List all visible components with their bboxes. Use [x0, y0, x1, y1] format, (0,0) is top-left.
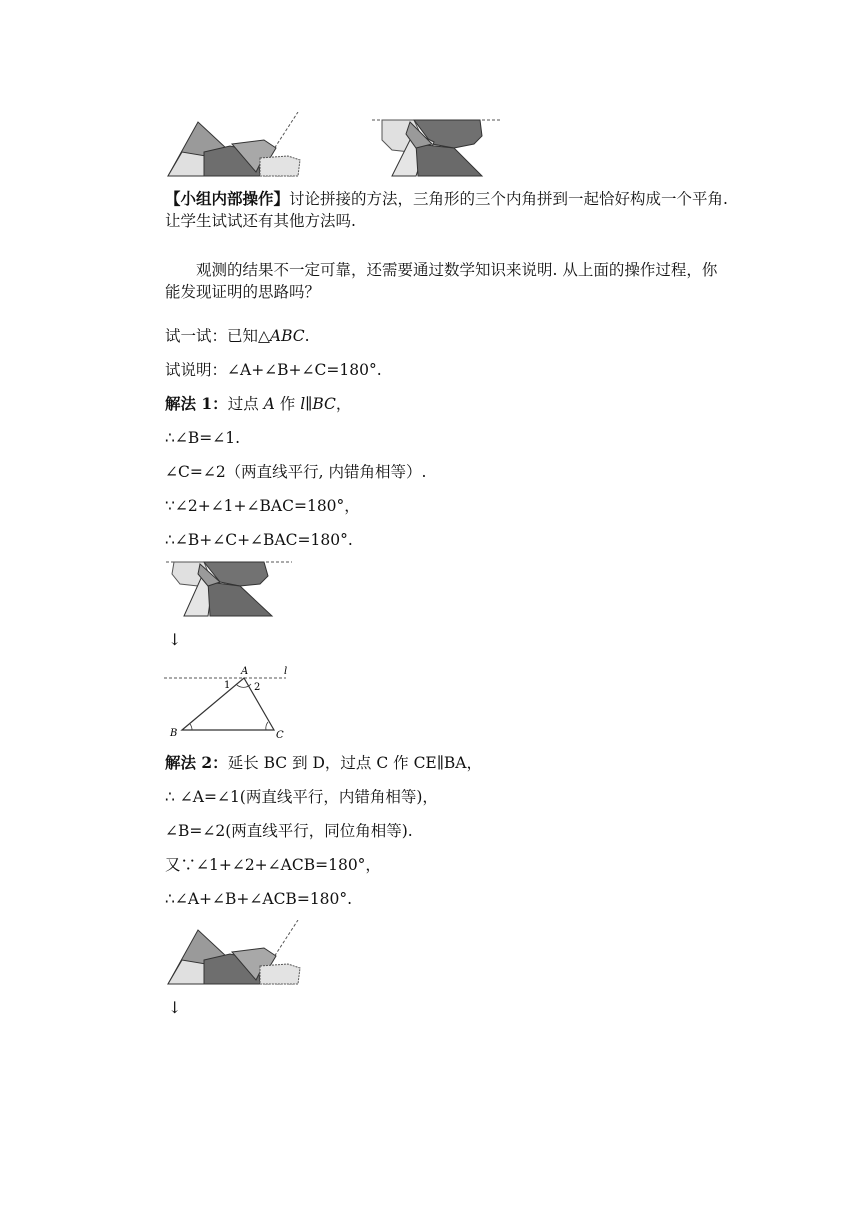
- method2-line3: ∠B=∠2(两直线平行，同位角相等).: [165, 822, 413, 840]
- explain-expression: ∠A+∠B+∠C=180°.: [227, 361, 382, 379]
- down-arrow-2: ↓: [168, 998, 182, 1017]
- vertex-label-a: A: [241, 666, 249, 677]
- method1-text-a: 过点: [227, 395, 264, 413]
- paragraph-group-operation: [165, 188, 730, 232]
- method1-text-b: 作: [274, 395, 301, 413]
- down-arrow-1: ↓: [168, 630, 182, 649]
- method1-line2: ∴∠B=∠1.: [165, 429, 241, 447]
- paragraph-observation: [165, 259, 730, 303]
- method2-line2: ∴ ∠A=∠1(两直线平行，内错角相等)，: [165, 788, 438, 806]
- method1-parallel: ∥: [305, 395, 313, 413]
- method1-title: 解法 1：: [165, 394, 228, 413]
- observation-text: 观测的结果不一定可靠，还需要通过数学知识来说明. 从上面的操作过程，你能发现证明的思路吗？: [165, 261, 718, 301]
- method1-line1: [165, 393, 351, 415]
- vertex-label-b: B: [170, 728, 178, 739]
- method1-line-l: l: [300, 395, 306, 413]
- method1-line4: ∵∠2+∠1+∠BAC=180°，: [165, 497, 360, 515]
- method2-line4: 又∵∠1+∠2+∠ACB=180°，: [165, 856, 381, 874]
- explain-line: [165, 359, 382, 381]
- puzzle-figure-method2: [160, 920, 310, 990]
- group-operation-text: 讨论拼接的方法，三角形的三个内角拼到一起恰好构成一个平角. 让学生试试还有其他方法吗.: [165, 190, 728, 230]
- try-it-label: 试一试：已知△: [165, 327, 270, 345]
- method2-title: 解法 2：: [165, 753, 228, 772]
- angle-label-1: 1: [224, 680, 231, 691]
- method2-text: 延长 BC 到 D，过点 C 作 CE∥BA，: [227, 754, 482, 772]
- method2-line1: [165, 752, 482, 774]
- triangle-diagram: [162, 662, 302, 742]
- method1-line5: ∴∠B+∠C+∠BAC=180°.: [165, 531, 353, 549]
- explain-label: 试说明：: [165, 361, 228, 379]
- method1-segment-bc: BC: [312, 395, 336, 413]
- angle-label-2: 2: [254, 682, 261, 693]
- puzzle-figure-top-right: [370, 112, 505, 182]
- method2-line5: ∴∠A+∠B+∠ACB=180°.: [165, 890, 353, 908]
- puzzle-figure-method1: [164, 558, 294, 620]
- method1-line3: ∠C=∠2（两直线平行, 内错角相等）.: [165, 463, 427, 481]
- triangle-name: ABC: [269, 327, 305, 345]
- try-it-dot: .: [304, 327, 310, 345]
- vertex-label-c: C: [276, 730, 284, 741]
- line-label-l: l: [284, 666, 288, 677]
- method1-point-a: A: [263, 395, 275, 413]
- method1-comma: ，: [335, 395, 352, 413]
- try-it-line: [165, 325, 310, 347]
- group-operation-heading: 【小组内部操作】: [165, 189, 290, 208]
- puzzle-figure-top-left: [160, 112, 310, 182]
